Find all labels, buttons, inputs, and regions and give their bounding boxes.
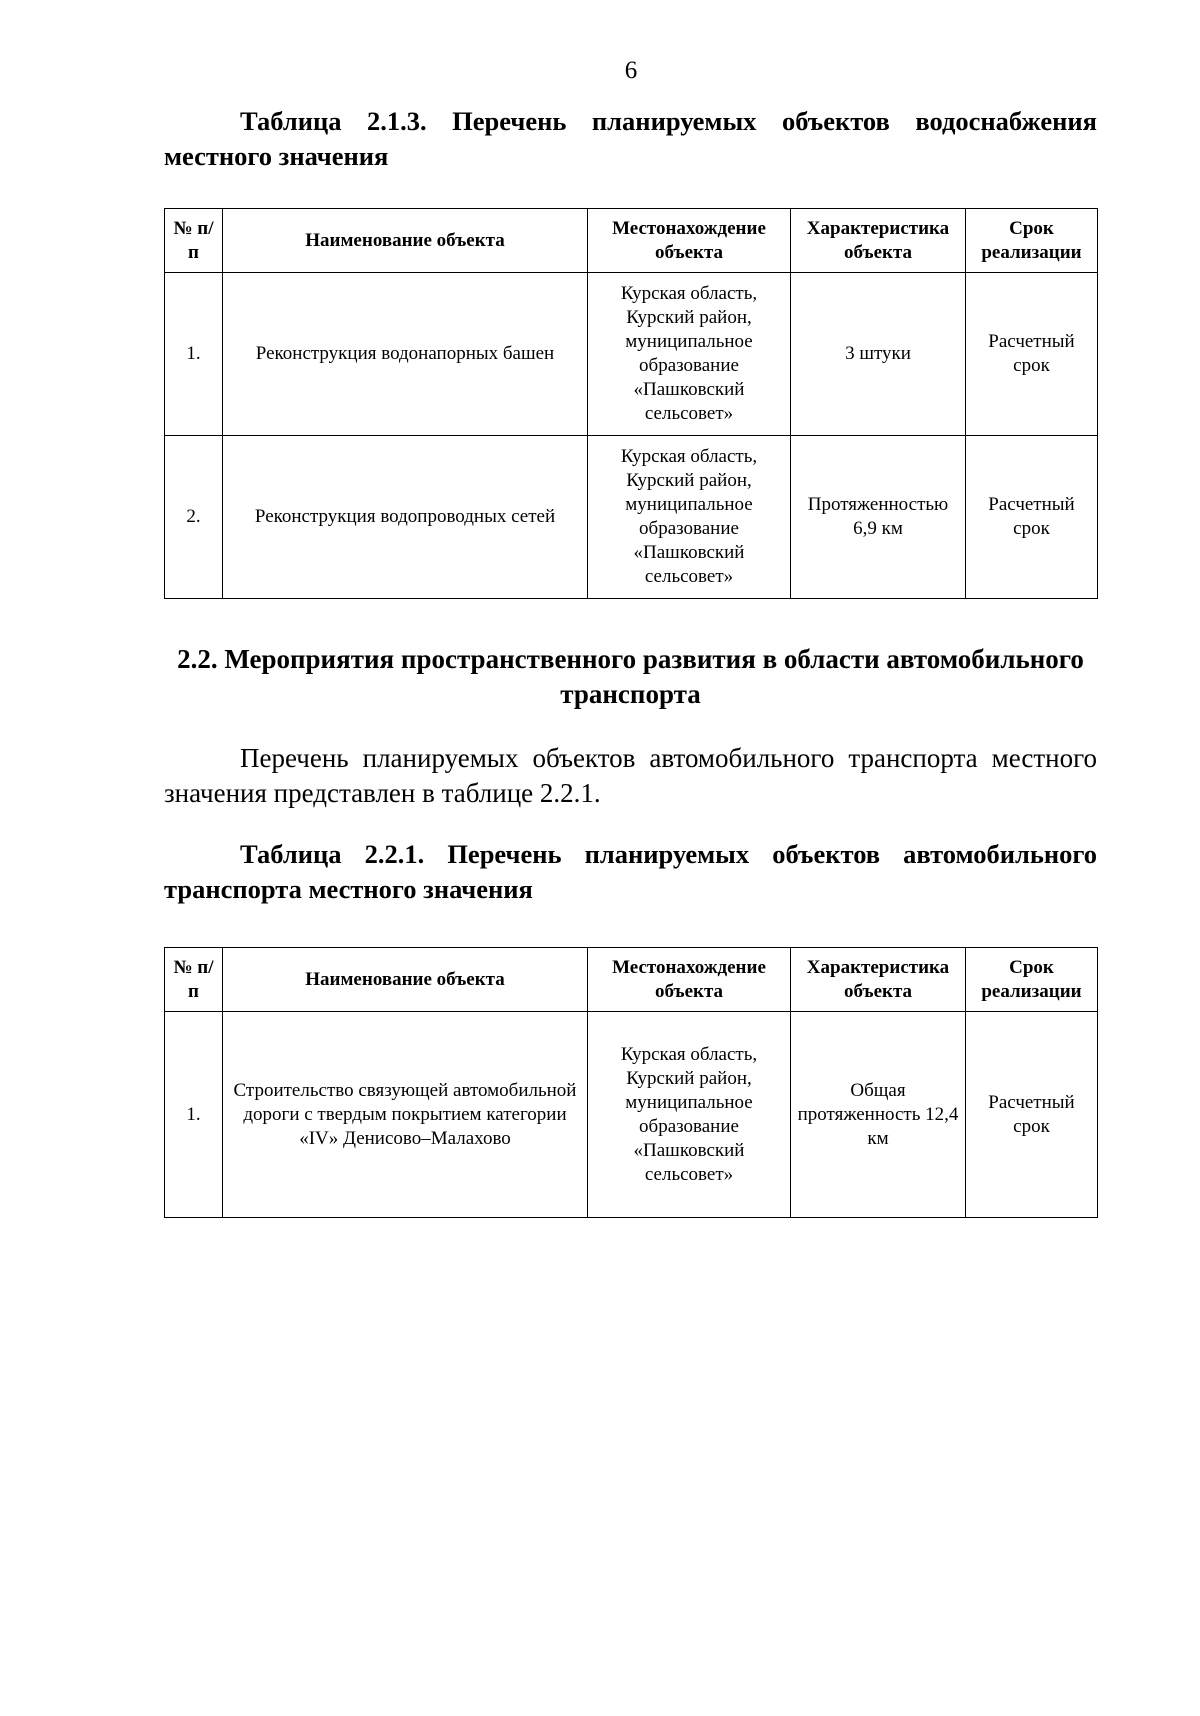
table-header-row (165, 209, 1098, 273)
column-header-location: Местонахождение объекта (588, 209, 791, 273)
cell-term: Расчетный срок (966, 273, 1098, 436)
cell-num: 2. (165, 436, 223, 599)
cell-location: Курская область, Курский район, муниципальное образование «Пашковский сельсовет» (588, 436, 791, 599)
cell-characteristic: Протяженностью 6,9 км (791, 436, 966, 599)
column-header-name: Наименование объекта (223, 948, 588, 1012)
cell-location: Курская область, Курский район, муниципальное образование «Пашковский сельсовет» (588, 273, 791, 436)
cell-name: Реконструкция водонапорных башен (223, 273, 588, 436)
table-row (165, 273, 1098, 436)
cell-name: Строительство связующей автомобильной дороги с твердым покрытием категории «IV» Денисово–Малахово (223, 1012, 588, 1218)
cell-num: 1. (165, 273, 223, 436)
table-caption: Таблица 2.2.1. Перечень планируемых объектов автомобильного транспорта местного значения (164, 839, 1097, 904)
column-header-term: Срок реализации (966, 948, 1098, 1012)
column-header-num: № п/п (165, 948, 223, 1012)
column-header-characteristic: Характеристика объекта (791, 209, 966, 273)
cell-characteristic: Общая протяженность 12,4 км (791, 1012, 966, 1218)
table-caption: Таблица 2.1.3. Перечень планируемых объектов водоснабжения местного значения (164, 106, 1097, 171)
table-row (165, 436, 1098, 599)
column-header-characteristic: Характеристика объекта (791, 948, 966, 1012)
cell-name: Реконструкция водопроводных сетей (223, 436, 588, 599)
column-header-location: Местонахождение объекта (588, 948, 791, 1012)
cell-characteristic: 3 штуки (791, 273, 966, 436)
section-paragraph: Перечень планируемых объектов автомобильного транспорта местного значения представлен в таблице 2.2.1. (164, 743, 1097, 808)
table-row (165, 1012, 1098, 1218)
section-heading: 2.2. Мероприятия пространственного развития в области автомобильного транспорта (177, 644, 1084, 709)
road-transport-objects-table (164, 947, 1098, 1218)
cell-num: 1. (165, 1012, 223, 1218)
column-header-num: № п/п (165, 209, 223, 273)
cell-term: Расчетный срок (966, 1012, 1098, 1218)
cell-term: Расчетный срок (966, 436, 1098, 599)
table-header-row (165, 948, 1098, 1012)
column-header-term: Срок реализации (966, 209, 1098, 273)
cell-location: Курская область, Курский район, муниципальное образование «Пашковский сельсовет» (588, 1012, 791, 1218)
column-header-name: Наименование объекта (223, 209, 588, 273)
page-number: 6 (624, 57, 638, 84)
water-supply-objects-table (164, 208, 1098, 599)
